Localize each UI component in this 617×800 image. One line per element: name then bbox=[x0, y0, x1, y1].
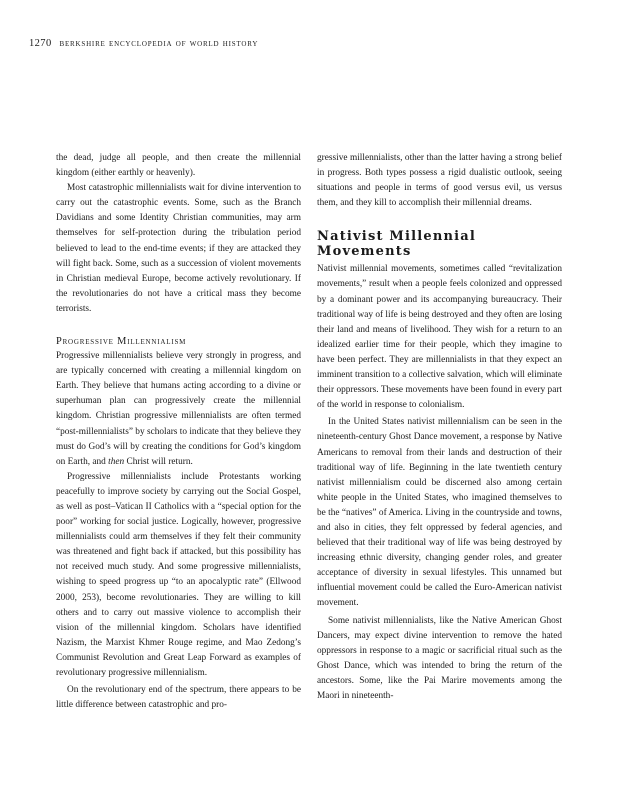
page-number: 1270 bbox=[29, 38, 52, 49]
paragraph: Some nativist millennialists, like the Native American Ghost Dancers, may expect divine intervention to remove the hated oppressors in response to a magic or sacrificial ritual such as the Ghost Dance, which was intended to bring the return of the ancestors. Some, like the Pai Marire movements among the Maori in nineteenth- bbox=[317, 615, 562, 701]
paragraph: On the revolutionary end of the spectrum, there appears to be little difference between catastrophic and pro- bbox=[56, 685, 301, 711]
left-column bbox=[56, 151, 301, 713]
paragraph: Progressive millennialists include Protestants working peacefully to improve society by carrying out the Social Gospel, as well as post–Vatican II Catholics with a “special option for the poor” working for social justice. Logically, however, progressive millennialists could arm themselves if they felt their community was threatened and fight back if attacked, but this possibility has not received much study. And some progressive millennialists, wishing to speed progress up “to an apocalyptic rate” (Ellwood 2000, 253), become revolutionaries. They are willing to kill others and to carry out massive violence to accomplish their vision of the millennial kingdom. Scholars have identified Nazism, the Marxist Khmer Rouge regime, and Mao Zedong’s Communist Revolution and Great Leap Forward as examples of revolutionary progressive millennialism. bbox=[56, 471, 301, 678]
paragraph: Nativist millennial movements, sometimes called “revitalization movements,” result when a people feels colonized and oppressed by a dominant power and its accompanying bureaucracy. Their traditional way of life is being destroyed and they often are losing their land and means of livelihood. They wish for a return to an idealized earlier time for their people, which they imagine to have been perfect. They are millennialists in that they expect an imminent transition to a collective salvation, which will eliminate their oppressors. These movements have been found in every part of the world in response to colonialism. bbox=[317, 264, 563, 411]
emphasis: then bbox=[108, 456, 125, 467]
heading-line: Nativist Millennial bbox=[317, 229, 477, 245]
section-heading: Progressive Millennialism bbox=[56, 336, 187, 348]
paragraph: In the United States nativist millennialism can be seen in the nineteenth-century Ghost Dance movement, a response by Native Americans to removal from their lands and destruction of their traditional way of life. Beginning in the late twentieth century nativist millennialism could be discerned also among certain white people in the United States, who imagined themselves to be the “natives” of America. Living in the countryside and towns, and also in cities, they felt oppressed by federal agencies, and believed that their traditional way of life was being destroyed by increasing ethnic diversity, changing gender roles, and greater acceptance of diversity in sexual lifestyles. This unnamed but influential movement could be called the Euro-American nativist movement. bbox=[317, 417, 562, 609]
paragraph: gressive millennialists, other than the latter having a strong belief in progress. Both types possess a rigid dualistic outlook, seeing situations and people in terms of good versus evil, us versus them, and they kill to accomplish their millennial dreams. bbox=[317, 153, 562, 209]
text-run: Progressive millennialists believe very strongly in progress, and are typically concerned with creating a millennial kingdom on Earth. They believe that humans acting according to a divine or superhuman plan can progressively create the millennial kingdom. Christian progressive millennialists are often termed “post-millennialists” by scholars to indicate that they believe they must do God’s will by creating the conditions for God’s kingdom on Earth, and bbox=[56, 351, 301, 467]
paragraph bbox=[56, 349, 301, 470]
heading-line: Movements bbox=[317, 244, 412, 260]
section-heading bbox=[317, 229, 562, 259]
text-run: Christ will return. bbox=[124, 456, 193, 467]
right-column bbox=[317, 151, 562, 704]
running-head bbox=[29, 38, 258, 49]
paragraph: Most catastrophic millennialists wait for divine intervention to carry out the catastrophic events. Some, such as the Branch Davidians and some Identity Christian communities, may arm themselves for self-protection during the tribulation period believed to lead to the end-time events; if they are attacked they will fight back. Some, such as a succession of violent movements in Christian medieval Europe, become actively revolutionary. If the revolutionaries do not have a critical mass they become terrorists. bbox=[56, 183, 301, 314]
publication-title: berkshire encyclopedia of world history bbox=[59, 38, 259, 49]
paragraph: the dead, judge all people, and then create the millennial kingdom (either earthly or heavenly). bbox=[56, 153, 301, 179]
